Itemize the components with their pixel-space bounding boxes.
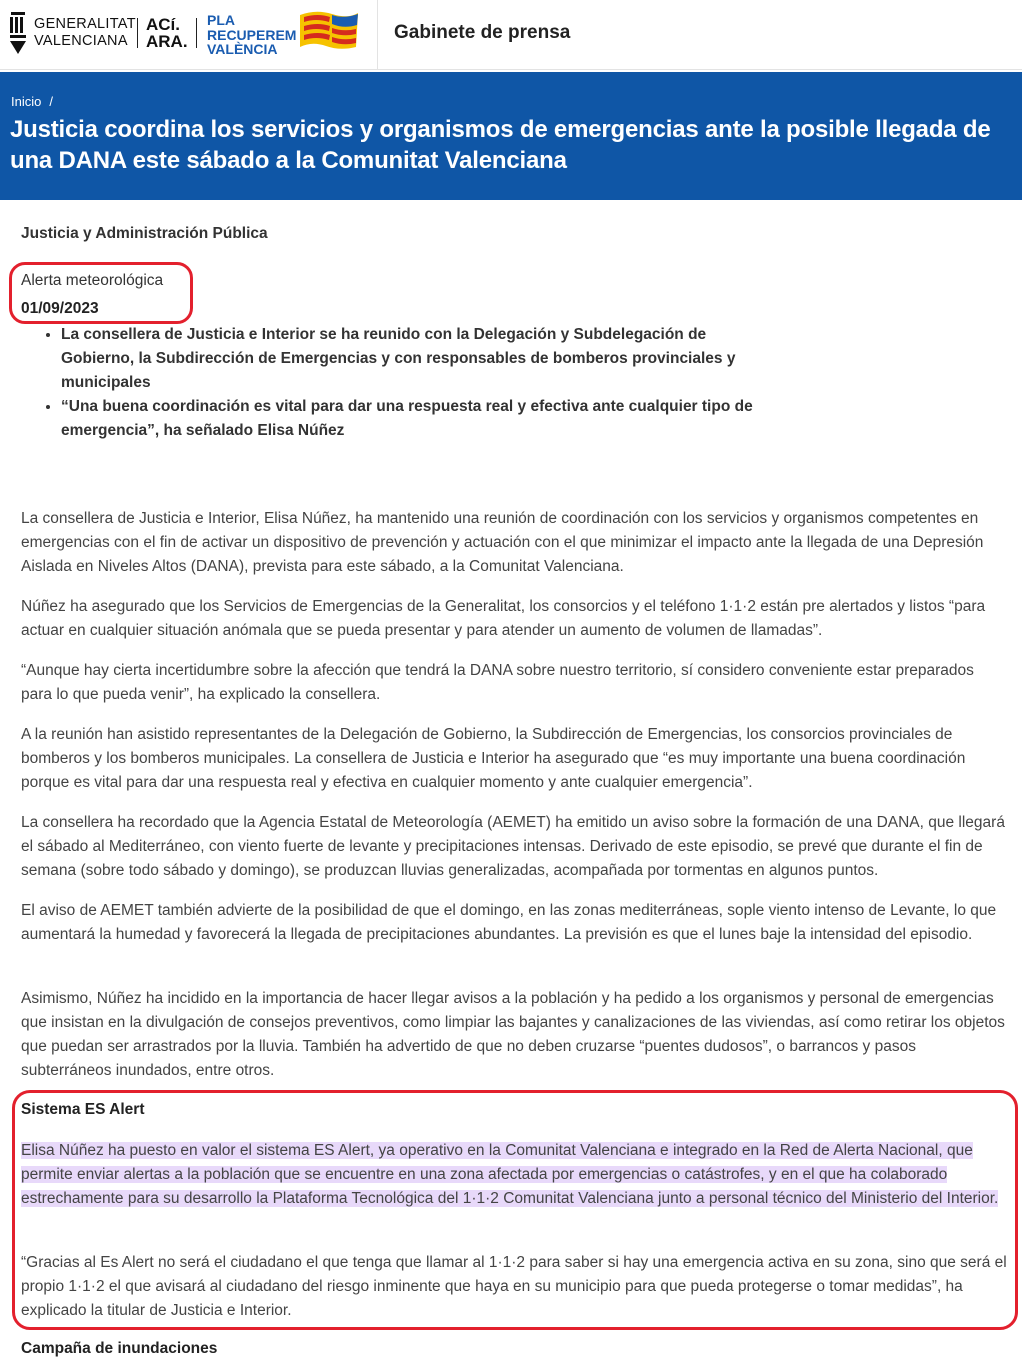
body-paragraph: “Aunque hay cierta incertidumbre sobre la afección que tendrá la DANA sobre nuestro territorio, sí considero conveniente estar preparados para lo que pueda venir”, ha explicado la consellera. bbox=[21, 662, 974, 703]
breadcrumb bbox=[11, 94, 53, 109]
header-divider bbox=[377, 0, 378, 70]
logo-line: RECUPEREM bbox=[207, 26, 297, 43]
breadcrumb-home-link[interactable]: Inicio bbox=[11, 94, 42, 109]
wordmark-line: GENERALITAT bbox=[34, 16, 136, 32]
logo-divider bbox=[137, 18, 138, 48]
logo-divider bbox=[196, 18, 197, 48]
annotation-box bbox=[12, 1090, 1018, 1330]
logo-line: ACí. bbox=[146, 15, 180, 34]
highlighted-text: Elisa Núñez ha puesto en valor el sistema ES Alert, ya operativo en la Comunitat Valenciana e integrado en la Red de Alerta Nacional, que permite enviar alertas a la población que se encuentre en una zona afectada por emergencias o catástrofes, y en el que ha colaborado estrechamente para su desarrollo la Plataforma Tecnológica del 1·1·2 Comunitat Valenciana junto a personal técnico del Ministerio del Interior. bbox=[21, 1142, 999, 1207]
site-header bbox=[0, 0, 1022, 70]
es-alert-quote: “Gracias al Es Alert no será el ciudadano el que tenga que llamar al 1·1·2 para saber si hay una emergencia activa en su zona, sino que será el propio 1·1·2 el que avisará al ciudadano del riesgo inminente que haya en su municipio para que pueda protegerse o tomar medidas”, ha explicado la titular de Justicia e Interior. bbox=[21, 1254, 1007, 1319]
body-paragraph: La consellera de Justicia e Interior, Elisa Núñez, ha mantenido una reunión de coordinación con los servicios y organismos competentes en emergencias con el fin de activar un dispositivo de prevención y actuación con el que minimizar el impacto ante la llegada de una Depresión Aislada en Niveles Altos (DANA), prevista para este sábado, a la Comunitat Valenciana. bbox=[21, 510, 984, 575]
aci-ara-logo[interactable] bbox=[146, 16, 188, 50]
breadcrumb-separator: / bbox=[49, 94, 53, 109]
section-title[interactable]: Gabinete de prensa bbox=[394, 22, 571, 43]
category-label: Alerta meteorológica bbox=[21, 272, 164, 289]
annotation-circle bbox=[9, 262, 193, 324]
list-item: • La consellera de Justicia e Interior se ha reunido con la Delegación y Subdelegación de Gobierno, la Subdirección de Emergencias y con responsables de bomberos provinciales y municipales bbox=[61, 323, 781, 395]
logo-line: ARA. bbox=[146, 32, 188, 51]
campaign-heading: Campaña de inundaciones bbox=[21, 1340, 218, 1357]
body-paragraph: El aviso de AEMET también advierte de la posibilidad de que el domingo, en las zonas mediterráneas, sople viento intenso de Levante, lo que aumentará la humedad y favorecerá la llegada de precipitaciones abundantes. La previsión es que el lunes baje la intensidad del episodio. bbox=[21, 902, 997, 943]
wordmark-line: VALENCIANA bbox=[34, 33, 128, 49]
generalitat-emblem-icon bbox=[8, 10, 28, 56]
generalitat-wordmark bbox=[34, 16, 136, 50]
body-paragraph: Núñez ha asegurado que los Servicios de Emergencias de la Generalitat, los consorcios y el teléfono 1·1·2 están pre alertados y listos “para actuar en cualquier situación anómala que se pueda presentar y para atender un aumento de volumen de llamadas”. bbox=[21, 598, 986, 639]
list-item: • “Una buena coordinación es vital para dar una respuesta real y efectiva ante cualquier tipo de emergencia”, ha señalado Elisa Núñez bbox=[61, 395, 781, 443]
es-alert-heading: Sistema ES Alert bbox=[21, 1101, 145, 1118]
logo-line: PLA bbox=[207, 12, 235, 28]
generalitat-logo[interactable] bbox=[8, 10, 136, 56]
senyera-flag-icon bbox=[296, 9, 362, 51]
logo-line: VALÈNCIA bbox=[207, 41, 278, 57]
body-paragraph: La consellera ha recordado que la Agencia Estatal de Meteorología (AEMET) ha emitido un aviso sobre la formación de una DANA, que llegará el sábado al Mediterráneo, con viento fuerte de levante y precipitaciones intensas. Derivado de este episodio, se prevé que durante el fin de semana (sobre todo sábado y domingo), se produzcan lluvias generalizadas, acompañada por tormentas en algunos puntos. bbox=[21, 814, 1005, 879]
highlights-list bbox=[21, 323, 781, 443]
pla-recuperem-logo[interactable] bbox=[207, 13, 296, 57]
title-banner bbox=[0, 72, 1022, 200]
department-label: Justicia y Administración Pública bbox=[21, 225, 268, 242]
body-paragraph: Asimismo, Núñez ha incidido en la importancia de hacer llegar avisos a la población y ha pedido a los organismos y personal de emergencias que insistan en la divulgación de consejos preventivos, como limpiar las bajantes y canalizaciones de las viviendas, así como retirar los objetos que puedan ser arrastrados por la lluvia. También ha advertido de que no deben cruzarse “puentes dudosos”, o barrancos y pasos subterráneos inundados, entre otros. bbox=[21, 990, 1005, 1079]
publication-date: 01/09/2023 bbox=[21, 300, 99, 317]
body-paragraph: A la reunión han asistido representantes de la Delegación de Gobierno, la Subdirección de Emergencias, los consorcios provinciales de bomberos y los bomberos municipales. La consellera de Justicia e Interior ha asegurado que “es muy importante una buena coordinación porque es vital para dar una respuesta real y efectiva en cualquier momento y ante cualquier emergencia”. bbox=[21, 726, 966, 791]
page-title: Justicia coordina los servicios y organismos de emergencias ante la posible llegada de una DANA este sábado a la Comunitat Valenciana bbox=[10, 116, 991, 174]
